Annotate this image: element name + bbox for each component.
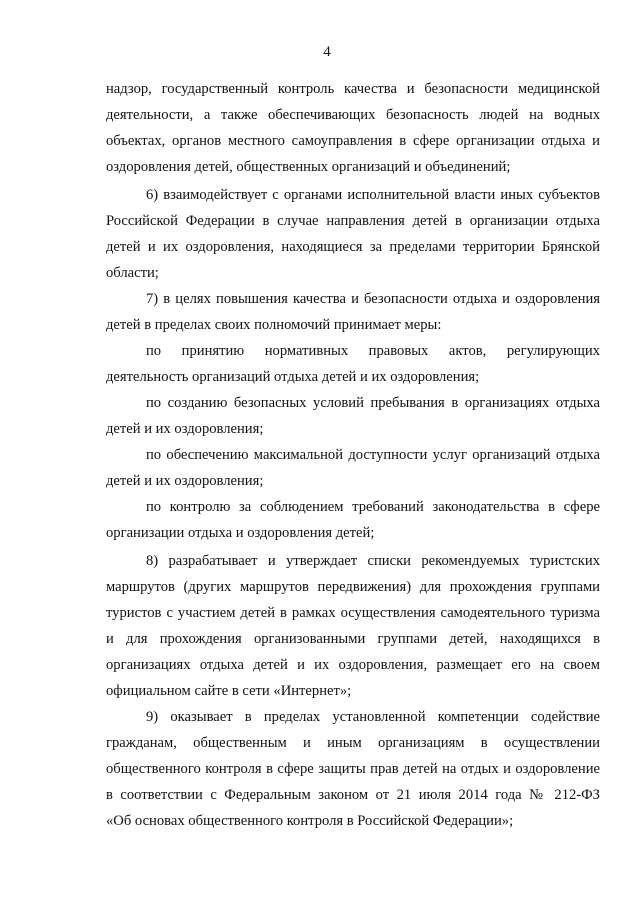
text-line: маршрутов (других маршрутов передвижения) для прохождения группами (106, 579, 600, 595)
text-line: гражданам, общественным и иным организациям в осуществлении (106, 735, 600, 751)
text-line: детей и их оздоровления; (106, 421, 264, 437)
text-line: надзор, государственный контроль качества и безопасности медицинской (106, 81, 600, 97)
text-line: по контролю за соблюдением требований законодательства в сфере (146, 499, 600, 515)
text-line: официальном сайте в сети «Интернет»; (106, 683, 352, 699)
text-line: 8) разрабатывает и утверждает списки рекомендуемых туристских (146, 553, 600, 569)
text-line: и для прохождения организованными группами детей, находящихся в (106, 631, 600, 647)
text-line: организации отдыха и оздоровления детей; (106, 525, 375, 541)
text-line: деятельность организаций отдыха детей и их оздоровления; (106, 369, 480, 385)
page-number: 4 (323, 44, 331, 60)
text-line: детей и их оздоровления, находящиеся за пределами территории Брянской (106, 239, 600, 255)
text-line: общественного контроля в сфере защиты прав детей на отдых и оздоровление (106, 761, 600, 777)
text-line: организациях отдыха детей и их оздоровления, размещает его на своем (106, 657, 600, 673)
text-line: деятельности, а также обеспечивающих безопасность людей на водных (106, 107, 600, 123)
text-line: 9) оказывает в пределах установленной компетенции содействие (146, 709, 600, 725)
text-line: в соответствии с Федеральным законом от 21 июля 2014 года № 212-ФЗ (106, 787, 600, 803)
text-line: Российской Федерации в случае направления детей в организации отдыха (106, 213, 600, 229)
text-line: по созданию безопасных условий пребывания в организациях отдыха (146, 395, 600, 411)
text-line: 7) в целях повышения качества и безопасности отдыха и оздоровления (146, 291, 600, 307)
text-line: 6) взаимодействует с органами исполнительной власти иных субъектов (146, 187, 600, 203)
text-line: по обеспечению максимальной доступности услуг организаций отдыха (146, 447, 600, 463)
text-line: оздоровления детей, общественных организаций и объединений; (106, 159, 511, 175)
text-line: области; (106, 265, 159, 281)
text-line: объектах, органов местного самоуправления в сфере организации отдыха и (106, 133, 600, 149)
text-line: туристов с участием детей в рамках осуществления самодеятельного туризма (106, 605, 600, 621)
text-line: «Об основах общественного контроля в Российской Федерации»; (106, 813, 514, 829)
text-line: по принятию нормативных правовых актов, регулирующих (146, 343, 600, 359)
text-line: детей в пределах своих полномочий принимает меры: (106, 317, 442, 333)
text-line: детей и их оздоровления; (106, 473, 264, 489)
